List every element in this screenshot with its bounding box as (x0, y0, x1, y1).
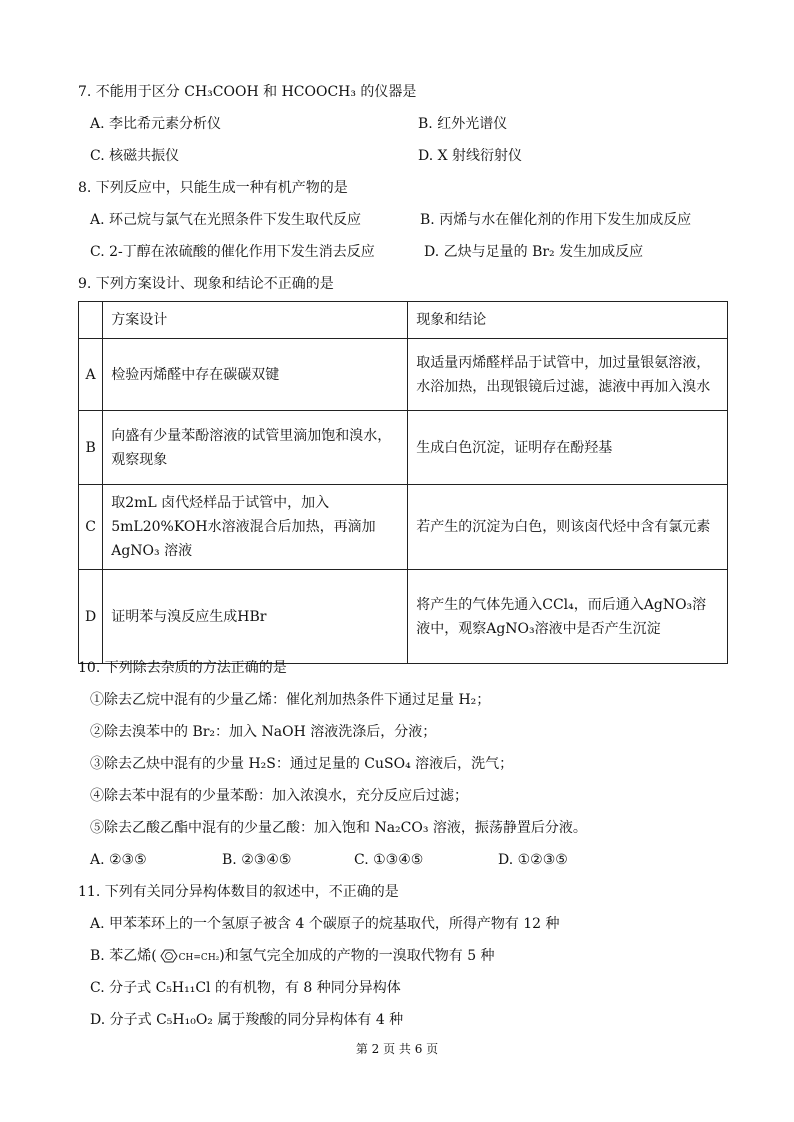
q8-option-c: C. 2-丁醇在浓硫酸的催化作用下发生消去反应 (90, 244, 375, 260)
q11-option-b-suffix: )和氢气完全加成的产物的一溴取代物有 5 种 (219, 948, 495, 964)
table-row (79, 485, 728, 570)
q9-row-result: 若产生的沉淀为白色，则该卤代烃中含有氯元素 (408, 485, 728, 570)
q7-option-b: B. 红外光谱仪 (418, 116, 508, 132)
benzene-ring-icon (157, 949, 179, 963)
q10-option-b: B. ②③④⑤ (222, 852, 292, 868)
q9-row-label: D (79, 570, 103, 664)
q11-option-b (90, 946, 495, 968)
q9-row-design: 向盛有少量苯酚溶液的试管里滴加饱和溴水，观察现象 (103, 411, 408, 485)
q8-stem: 8. 下列反应中，只能生成一种有机产物的是 (78, 180, 348, 196)
q9-row-result: 将产生的气体先通入CCl₄，而后通入AgNO₃溶液中，观察AgNO₃溶液中是否产生沉淀 (408, 570, 728, 664)
q10-item-5: ⑤除去乙酸乙酯中混有的少量乙酸：加入饱和 Na₂CO₃ 溶液，振荡静置后分液。 (90, 820, 587, 836)
q9-stem: 9. 下列方案设计、现象和结论不正确的是 (78, 276, 334, 292)
q11-option-a: A. 甲苯苯环上的一个氢原子被含 4 个碳原子的烷基取代，所得产物有 12 种 (90, 916, 560, 932)
q10-stem: 10. 下列除去杂质的方法正确的是 (78, 660, 287, 676)
q9-header-blank (79, 302, 103, 339)
q7-stem: 7. 不能用于区分 CH₃COOH 和 HCOOCH₃ 的仪器是 (78, 84, 417, 100)
q9-row-design: 检验丙烯醛中存在碳碳双键 (103, 339, 408, 411)
q8-option-a: A. 环己烷与氯气在光照条件下发生取代反应 (90, 212, 362, 228)
q10-item-3: ③除去乙炔中混有的少量 H₂S：通过足量的 CuSO₄ 溶液后，洗气； (90, 756, 514, 772)
q11-stem: 11. 下列有关同分异构体数目的叙述中，不正确的是 (78, 884, 399, 900)
q9-row-result: 生成白色沉淀，证明存在酚羟基 (408, 411, 728, 485)
q7-option-c: C. 核磁共振仪 (90, 148, 180, 164)
q8-option-b: B. 丙烯与水在催化剂的作用下发生加成反应 (420, 212, 692, 228)
q9-table-header-row (79, 302, 728, 339)
table-row (79, 339, 728, 411)
q9-header-result: 现象和结论 (408, 302, 728, 339)
q9-row-label: C (79, 485, 103, 570)
q9-table (78, 301, 728, 664)
page-footer: 第 2 页 共 6 页 (355, 1042, 439, 1056)
q11-option-c: C. 分子式 C₅H₁₁Cl 的有机物，有 8 种同分异构体 (90, 980, 401, 996)
q10-option-d: D. ①②③⑤ (498, 852, 568, 868)
q7-option-a: A. 李比希元素分析仪 (90, 116, 222, 132)
q11-option-d: D. 分子式 C₅H₁₀O₂ 属于羧酸的同分异构体有 4 种 (90, 1012, 404, 1028)
q10-item-2: ②除去溴苯中的 Br₂：加入 NaOH 溶液洗涤后，分液； (90, 724, 437, 740)
q9-row-design: 证明苯与溴反应生成HBr (103, 570, 408, 664)
q10-item-1: ①除去乙烷中混有的少量乙烯：催化剂加热条件下通过足量 H₂； (90, 692, 491, 708)
table-row (79, 411, 728, 485)
q9-row-label: A (79, 339, 103, 411)
q7-option-d: D. X 射线衍射仪 (418, 148, 523, 164)
q11-option-b-prefix: B. 苯乙烯( (90, 948, 157, 964)
q10-option-c: C. ①③④⑤ (354, 852, 424, 868)
q9-row-label: B (79, 411, 103, 485)
q10-option-a: A. ②③⑤ (90, 852, 147, 868)
q10-item-4: ④除去苯中混有的少量苯酚：加入浓溴水，充分反应后过滤； (90, 788, 468, 804)
q9-row-result: 取适量丙烯醛样品于试管中，加过量银氨溶液，水浴加热，出现银镜后过滤，滤液中再加入溴水 (408, 339, 728, 411)
q9-row-design: 取2mL 卤代烃样品于试管中，加入5mL20%KOH水溶液混合后加热，再滴加 AgNO₃ 溶液 (103, 485, 408, 570)
q9-header-design: 方案设计 (103, 302, 408, 339)
q11-option-b-formula: CH=CH₂ (178, 953, 220, 963)
table-row (79, 570, 728, 664)
q8-option-d: D. 乙炔与足量的 Br₂ 发生加成反应 (424, 244, 644, 260)
